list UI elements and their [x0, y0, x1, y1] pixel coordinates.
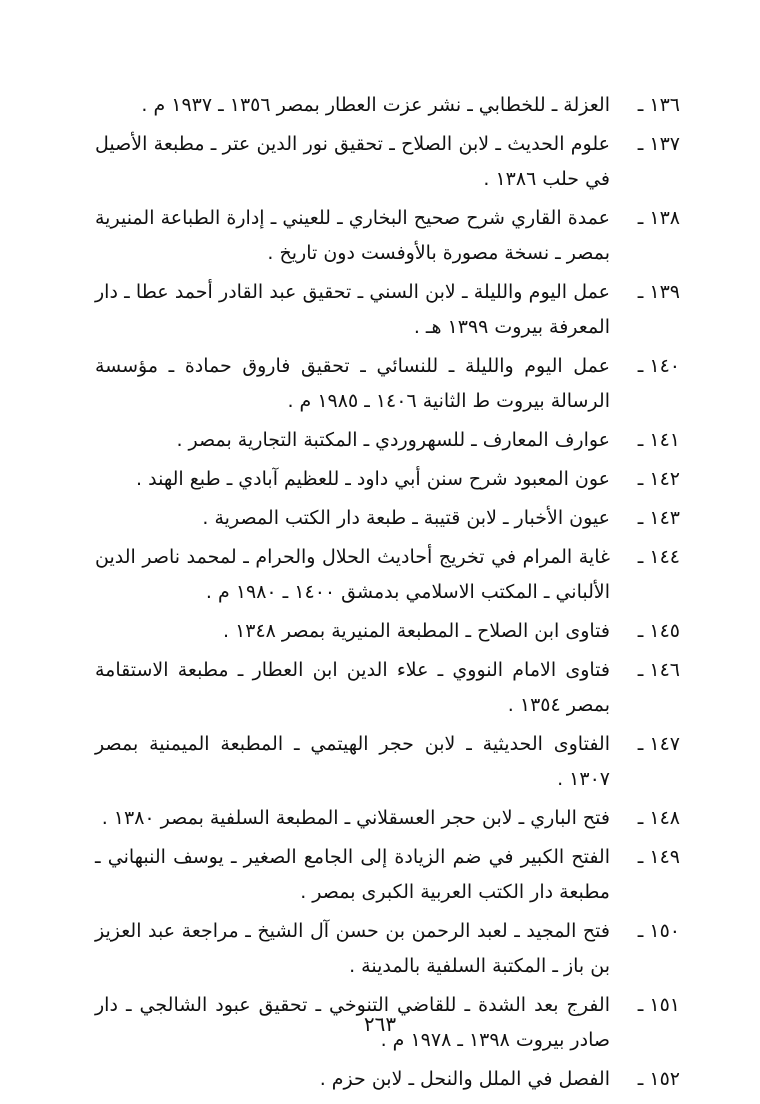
bibliography-entry: [95, 540, 680, 610]
entry-number: ١٤٩ ـ: [637, 846, 680, 868]
entry-number: ١٣٦ ـ: [637, 94, 680, 116]
bibliography-entry: [95, 462, 680, 497]
entry-text: فتاوى ابن الصلاح ـ المطبعة المنيرية بمصر ١٣٤٨ .: [222, 620, 610, 642]
entry-text: فتح المجيد ـ لعبد الرحمن بن حسن آل الشيخ ـ مراجعة عبد العزيز بن باز ـ المكتبة السلفية بالمدينة .: [95, 920, 610, 977]
bibliography-entry: [95, 88, 680, 123]
bibliography-entry: [95, 201, 680, 271]
entry-text: عيون الأخبار ـ لابن قتيبة ـ طبعة دار الكتب المصرية .: [202, 507, 610, 529]
bibliography-entry: [95, 349, 680, 419]
entry-text: عمدة القاري شرح صحيح البخاري ـ للعيني ـ إدارة الطباعة المنيرية بمصر ـ نسخة مصورة بالأوفست دون تاريخ .: [95, 207, 610, 264]
bibliography-entry: [95, 501, 680, 536]
bibliography-entry: [95, 840, 680, 910]
bibliography-list: [95, 88, 680, 1101]
page-number: ٢٦٣: [363, 1012, 397, 1036]
bibliography-entry: [95, 727, 680, 797]
bibliography-entry: [95, 653, 680, 723]
entry-number: ١٣٩ ـ: [637, 281, 680, 303]
entry-text: علوم الحديث ـ لابن الصلاح ـ تحقيق نور الدين عتر ـ مطبعة الأصيل في حلب ١٣٨٦ .: [95, 133, 610, 190]
bibliography-entry: [95, 275, 680, 345]
entry-text: عمل اليوم والليلة ـ للنسائي ـ تحقيق فاروق حمادة ـ مؤسسة الرسالة بيروت ط الثانية ١٤٠٦ ـ ١٩٨٥ م .: [95, 355, 610, 412]
entry-text: الفصل في الملل والنحل ـ لابن حزم .: [319, 1068, 610, 1090]
entry-text: عون المعبود شرح سنن أبي داود ـ للعظيم آبادي ـ طبع الهند .: [136, 468, 610, 490]
bibliography-entry: [95, 1062, 680, 1097]
bibliography-entry: [95, 127, 680, 197]
entry-number: ١٤٨ ـ: [637, 807, 680, 829]
entry-number: ١٣٨ ـ: [637, 207, 680, 229]
entry-number: ١٥١ ـ: [637, 994, 680, 1016]
entry-number: ١٤٥ ـ: [637, 620, 680, 642]
entry-number: ١٤٠ ـ: [637, 355, 680, 377]
bibliography-entry: [95, 801, 680, 836]
entry-number: ١٤١ ـ: [637, 429, 680, 451]
entry-text: الفتاوى الحديثية ـ لابن حجر الهيتمي ـ المطبعة الميمنية بمصر ١٣٠٧ .: [95, 733, 610, 790]
entry-text: الفتح الكبير في ضم الزيادة إلى الجامع الصغير ـ يوسف النبهاني ـ مطبعة دار الكتب العربية الكبرى بمصر .: [95, 846, 610, 903]
entry-number: ١٥٠ ـ: [637, 920, 680, 942]
bibliography-entry: [95, 423, 680, 458]
entry-number: ١٣٧ ـ: [637, 133, 680, 155]
entry-number: ١٥٢ ـ: [637, 1068, 680, 1090]
entry-text: العزلة ـ للخطابي ـ نشر عزت العطار بمصر ١٣٥٦ ـ ١٩٣٧ م .: [141, 94, 610, 116]
entry-number: ١٤٧ ـ: [637, 733, 680, 755]
entry-number: ١٤٢ ـ: [637, 468, 680, 490]
entry-text: الفرج بعد الشدة ـ للقاضي التنوخي ـ تحقيق عبود الشالجي ـ دار صادر بيروت ١٣٩٨ ـ ١٩٧٨ م .: [95, 994, 610, 1051]
entry-text: عوارف المعارف ـ للسهروردي ـ المكتبة التجارية بمصر .: [176, 429, 610, 451]
entry-text: فتح الباري ـ لابن حجر العسقلاني ـ المطبعة السلفية بمصر ١٣٨٠ .: [101, 807, 610, 829]
entry-text: فتاوى الامام النووي ـ علاء الدين ابن العطار ـ مطبعة الاستقامة بمصر ١٣٥٤ .: [95, 659, 610, 716]
entry-text: غاية المرام في تخريج أحاديث الحلال والحرام ـ لمحمد ناصر الدين الألباني ـ المكتب الاسلامي بدمشق ١٤٠٠ ـ ١٩٨٠ م .: [95, 546, 610, 603]
entry-text: عمل اليوم والليلة ـ لابن السني ـ تحقيق عبد القادر أحمد عطا ـ دار المعرفة بيروت ١٣٩٩ هـ .: [95, 281, 610, 338]
bibliography-entry: [95, 614, 680, 649]
entry-number: ١٤٦ ـ: [637, 659, 680, 681]
entry-number: ١٤٤ ـ: [637, 546, 680, 568]
bibliography-entry: [95, 914, 680, 984]
entry-number: ١٤٣ ـ: [637, 507, 680, 529]
